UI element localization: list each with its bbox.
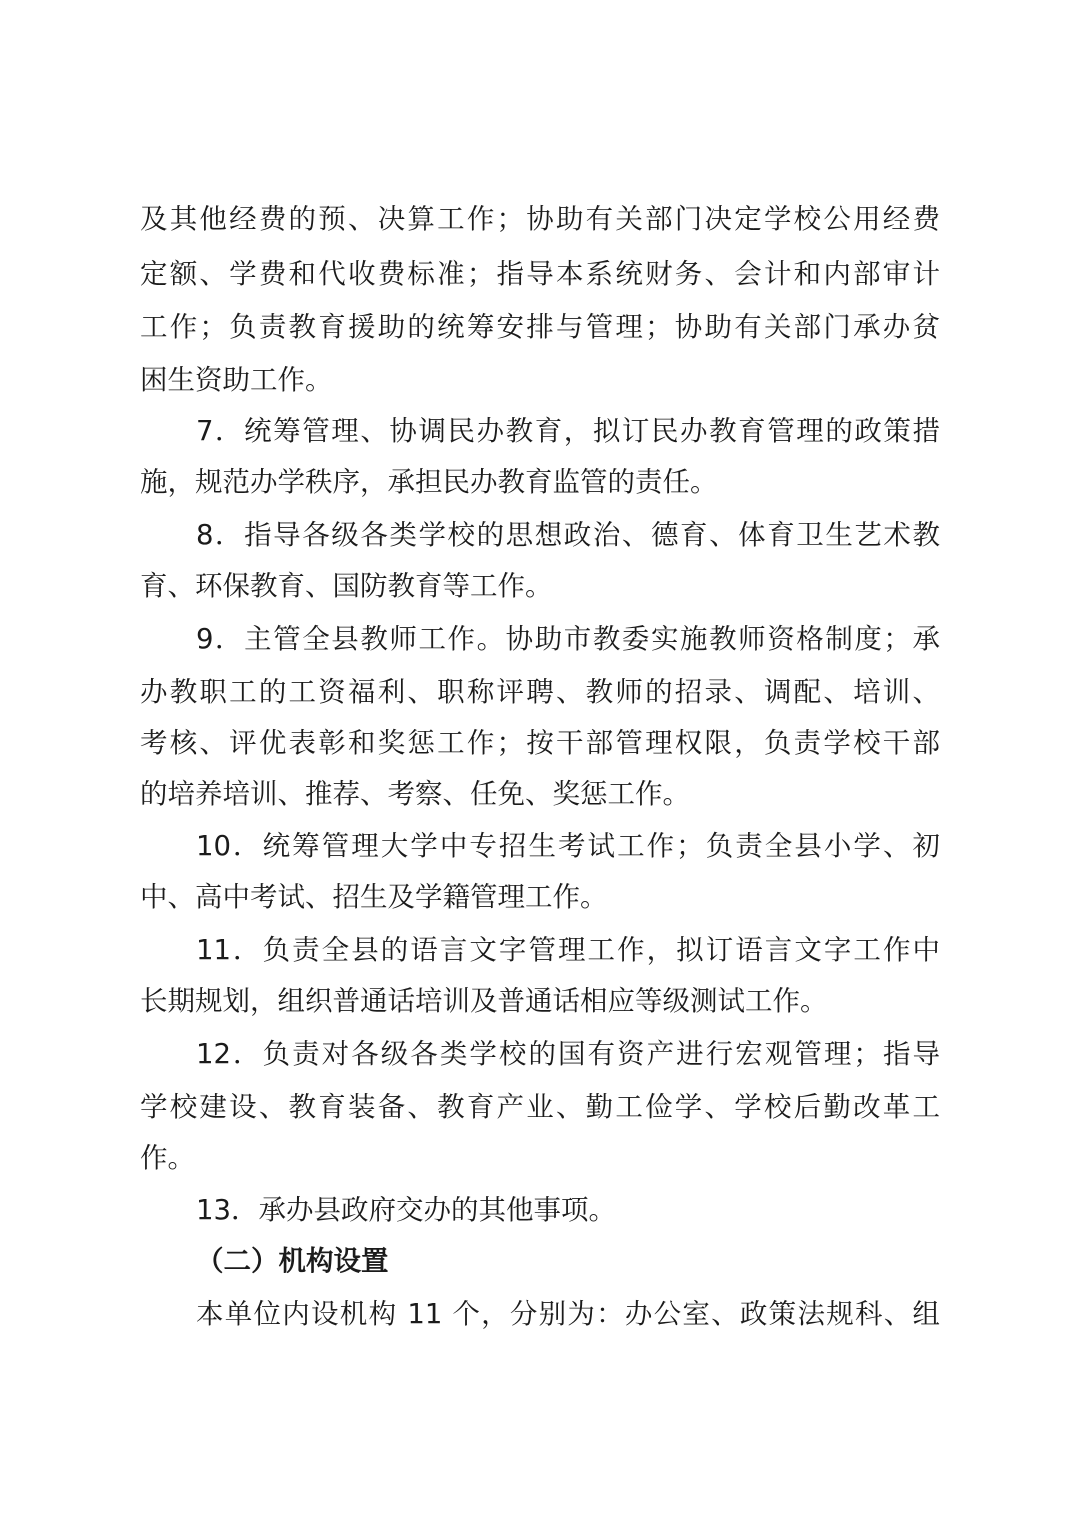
paragraph-6-line-2: 定额、学费和代收费标准；指导本系统财务、会计和内部审计 <box>140 258 940 290</box>
item-9-line-3: 考核、评优表彰和奖惩工作；按干部管理权限，负责学校干部 <box>140 727 940 759</box>
item-8-line-1: 8．指导各级各类学校的思想政治、德育、体育卫生艺术教 <box>196 519 940 551</box>
item-12-line-2: 学校建设、教育装备、教育产业、勤工俭学、学校后勤改革工 <box>140 1091 940 1123</box>
item-9-line-2: 办教职工的工资福利、职称评聘、教师的招录、调配、培训、 <box>140 676 940 708</box>
item-11-line-2: 长期规划，组织普通话培训及普通话相应等级测试工作。 <box>140 985 828 1017</box>
section-heading: （二）机构设置 <box>196 1245 389 1277</box>
item-12-line-1: 12．负责对各级各类学校的国有资产进行宏观管理；指导 <box>196 1038 940 1070</box>
institution-paragraph-line-1: 本单位内设机构 11 个，分别为：办公室、政策法规科、组 <box>196 1298 940 1330</box>
item-9-line-1: 9．主管全县教师工作。协助市教委实施教师资格制度；承 <box>196 623 940 655</box>
paragraph-6-line-3: 工作；负责教育援助的统筹安排与管理；协助有关部门承办贫 <box>140 311 940 343</box>
item-10-line-1: 10．统筹管理大学中专招生考试工作；负责全县小学、初 <box>196 830 940 862</box>
item-12-line-3: 作。 <box>140 1142 195 1174</box>
item-8-line-2: 育、环保教育、国防教育等工作。 <box>140 570 553 602</box>
item-7-line-2: 施，规范办学秩序，承担民办教育监管的责任。 <box>140 466 718 498</box>
paragraph-6-line-1: 及其他经费的预、决算工作；协助有关部门决定学校公用经费 <box>140 203 940 235</box>
paragraph-6-line-4: 困生资助工作。 <box>140 364 333 396</box>
item-13-line-1: 13．承办县政府交办的其他事项。 <box>196 1194 616 1226</box>
item-10-line-2: 中、高中考试、招生及学籍管理工作。 <box>140 881 608 913</box>
item-7-line-1: 7．统筹管理、协调民办教育，拟订民办教育管理的政策措 <box>196 415 940 447</box>
item-9-line-4: 的培养培训、推荐、考察、任免、奖惩工作。 <box>140 778 690 810</box>
item-11-line-1: 11．负责全县的语言文字管理工作，拟订语言文字工作中 <box>196 934 940 966</box>
